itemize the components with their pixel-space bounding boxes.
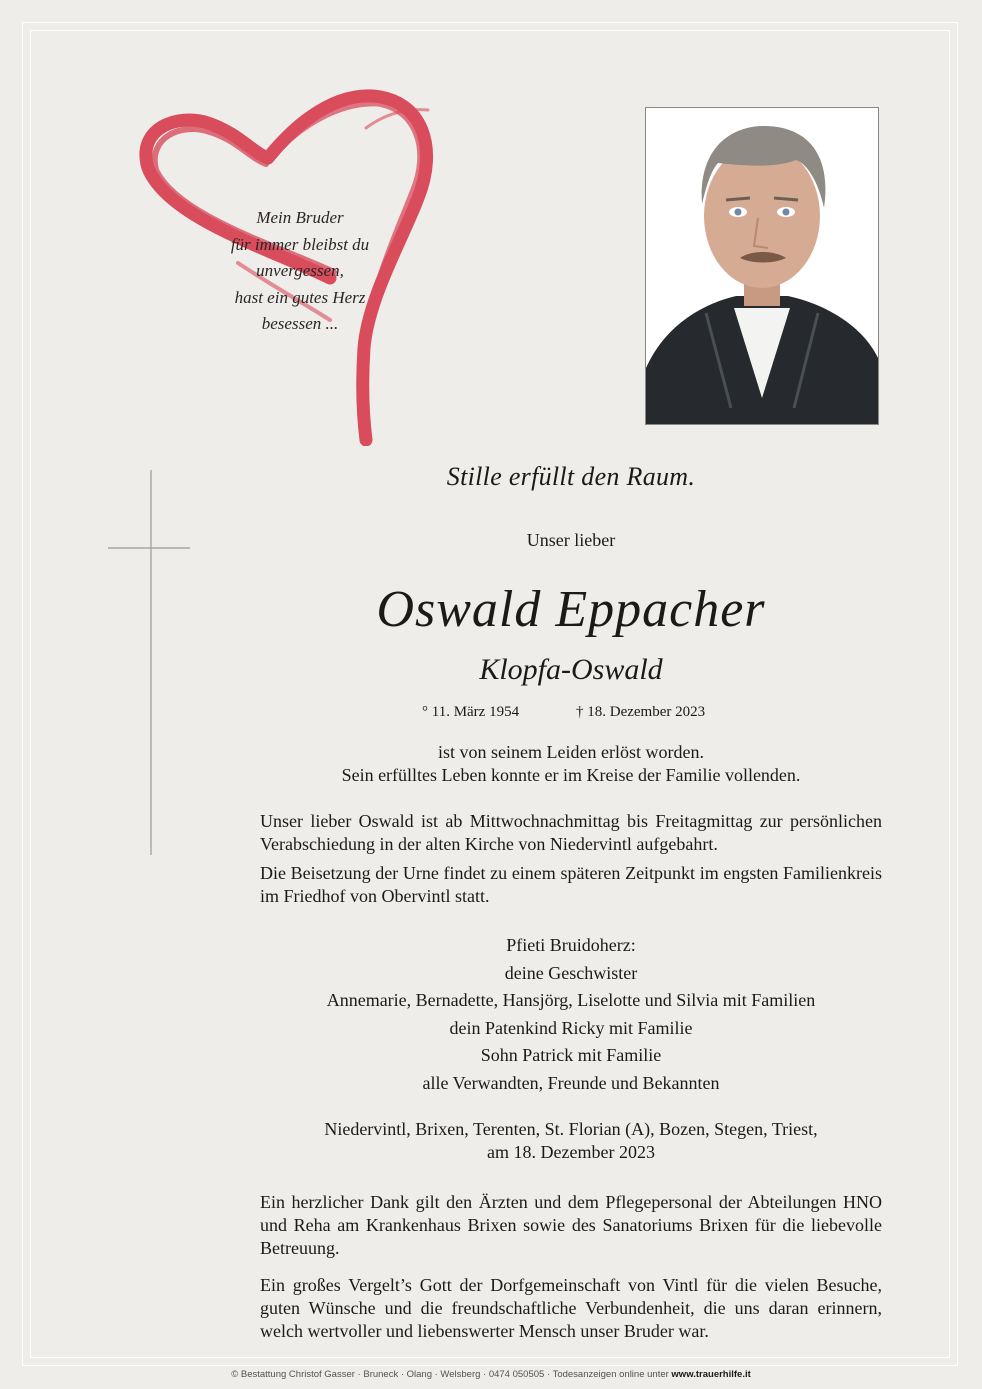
announcement-line: Sein erfülltes Leben konnte er im Kreise der Familie vollenden. [341, 765, 801, 785]
mourner-line: Annemarie, Bernadette, Hansjörg, Liselotte und Silvia mit Familien [326, 990, 816, 1010]
mourner-line: Pfieti Bruidoherz: [506, 935, 636, 955]
place-date [260, 1118, 882, 1164]
footer [0, 1369, 982, 1380]
mourner-line: alle Verwandten, Freunde und Bekannten [422, 1072, 720, 1093]
thanks-medical: Ein herzlicher Dank gilt den Ärzten und dem Pflegepersonal der Abteilungen HNO und Reha am Krankenhaus Brixen sowie des Sanatoriums Brixen für die liebevolle Betreuung. [260, 1192, 882, 1258]
death-date: † 18. Dezember 2023 [576, 704, 706, 720]
burial-info: Die Beisetzung der Urne findet zu einem späteren Zeitpunkt im engsten Familienkreis im Friedhof von Obervintl statt. [260, 863, 882, 906]
heart-quote-line: hast ein gutes Herz [234, 287, 366, 307]
mourner-line: deine Geschwister [504, 962, 638, 983]
footer-link[interactable]: www.trauerhilfe.it [671, 1369, 751, 1380]
heart-quote-line: Mein Bruder [256, 208, 344, 227]
viewing-info: Unser lieber Oswald ist ab Mittwochnachmittag bis Freitagmittag zur persönlichen Verabschiedung in der alten Kirche von Niedervintl aufgebahrt. [260, 811, 882, 854]
intro-text: Unser lieber [526, 530, 616, 550]
mourners-list [260, 932, 882, 1097]
footer-text: © Bestattung Christof Gasser · Bruneck · Olang · Welsberg · 0474 050505 · Todesanzeigen online unter [231, 1369, 672, 1380]
nickname: Klopfa-Oswald [479, 653, 663, 686]
mourner-line: Sohn Patrick mit Familie [480, 1045, 662, 1065]
announcement-line: ist von seinem Leiden erlöst worden. [438, 742, 704, 762]
heart-quote-line: besessen ... [261, 314, 339, 333]
portrait-photo [645, 107, 879, 425]
mourner-line: dein Patenkind Ricky mit Familie [449, 1017, 693, 1038]
motto: Stille erfüllt den Raum. [446, 462, 696, 491]
date-line: am 18. Dezember 2023 [487, 1142, 655, 1162]
heart-quote-line: für immer bleibst du [230, 234, 370, 254]
life-dates [260, 704, 882, 724]
places-line: Niedervintl, Brixen, Terenten, St. Florian (A), Bozen, Stegen, Triest, [324, 1119, 818, 1139]
announcement [260, 741, 882, 787]
cross-icon [100, 430, 210, 870]
heart-quote [200, 205, 400, 338]
thanks-community: Ein großes Vergelt’s Gott der Dorfgemeinschaft von Vintl für die vielen Besuche, guten Wünsche und die freundschaftliche Verbundenheit, die uns daran erinnern, welch wertvoller und liebenswerter Mensch unser Bruder war. [260, 1275, 882, 1341]
heart-quote-line: unvergessen, [256, 261, 344, 280]
birth-date: ° 11. März 1954 [422, 704, 520, 720]
deceased-name: Oswald Eppacher [376, 581, 766, 638]
